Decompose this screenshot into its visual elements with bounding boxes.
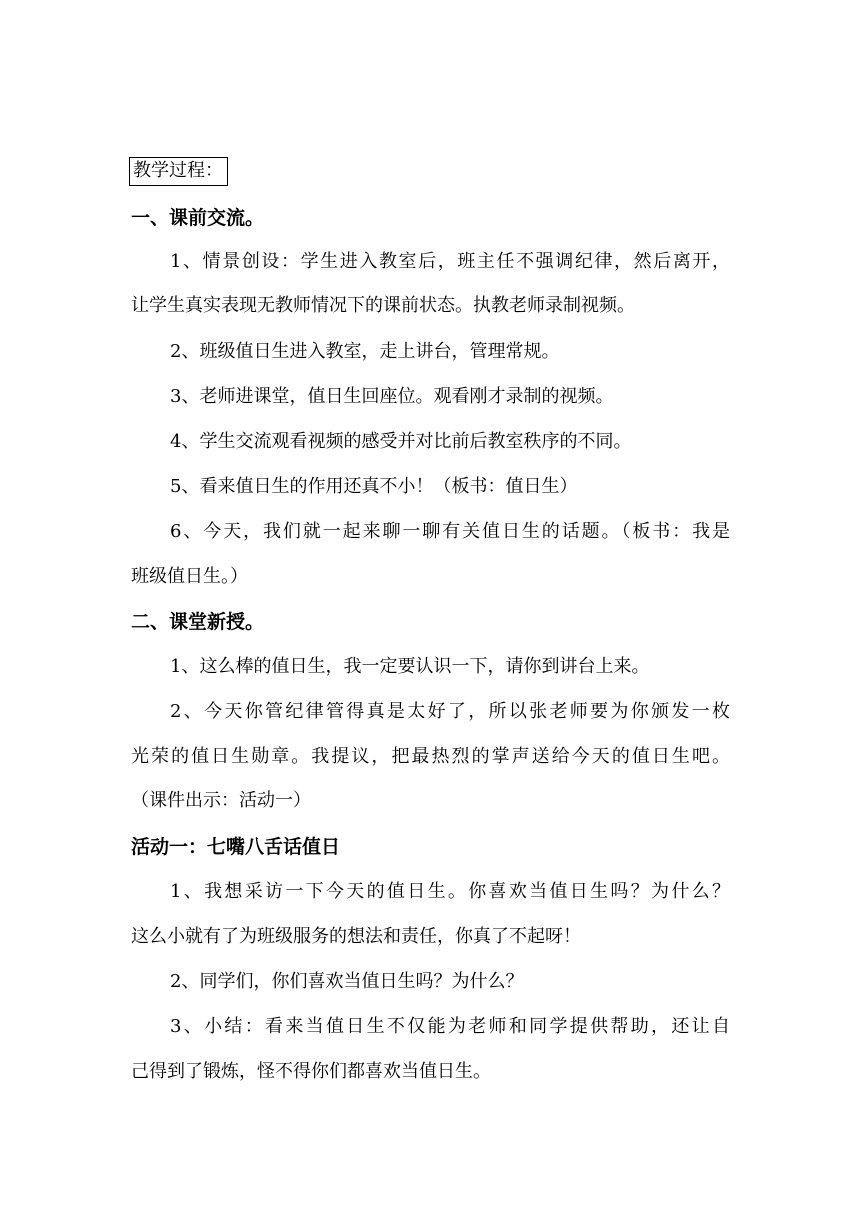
paragraph-line: 让学生真实表现无教师情况下的课前状态。执教老师录制视频。: [131, 295, 635, 316]
paragraph-line: 这么小就有了为班级服务的想法和责任，你真了不起呀！: [131, 926, 581, 947]
paragraph-line: 6、今天，我们就一起来聊一聊有关值日生的话题。（板书：我是: [170, 521, 730, 542]
paragraph-line: 3、小结：看来当值日生不仅能为老师和同学提供帮助，还让自: [170, 1016, 730, 1037]
paragraph-line: 光荣的值日生勋章。我提议，把最热烈的掌声送给今天的值日生吧。: [131, 746, 730, 767]
paragraph-line: 班级值日生。）: [131, 566, 248, 587]
paragraph-line: 3、老师进课堂，值日生回座位。观看刚才录制的视频。: [170, 386, 614, 407]
paragraph-line: 2、同学们，你们喜欢当值日生吗？为什么？: [170, 971, 524, 992]
section-heading-2: 二、课堂新授。: [131, 611, 265, 633]
paragraph-line: 5、看来值日生的作用还真不小！（板书：值日生）: [170, 476, 578, 497]
paragraph-line: 己得到了锻炼，怪不得你们都喜欢当值日生。: [131, 1061, 491, 1082]
paragraph-line: 1、情景创设：学生进入教室后，班主任不强调纪律，然后离开，: [170, 251, 730, 272]
paragraph-line: （课件出示：活动一）: [131, 790, 311, 811]
paragraph-line: 2、今天你管纪律管得真是太好了，所以张老师要为你颁发一枚: [170, 701, 730, 722]
paragraph-line: 2、班级值日生进入教室，走上讲台，管理常规。: [170, 341, 560, 362]
section-heading-1: 一、课前交流。: [131, 207, 265, 229]
activity-heading: 活动一：七嘴八舌话值日: [131, 836, 341, 858]
paragraph-line: 4、学生交流观看视频的感受并对比前后教室秩序的不同。: [170, 431, 632, 452]
paragraph-line: 1、我想采访一下今天的值日生。你喜欢当值日生吗？为什么？: [170, 881, 730, 902]
paragraph-line: 1、这么棒的值日生，我一定要认识一下，请你到讲台上来。: [170, 656, 650, 677]
section-label-box: 教学过程：: [129, 157, 228, 186]
